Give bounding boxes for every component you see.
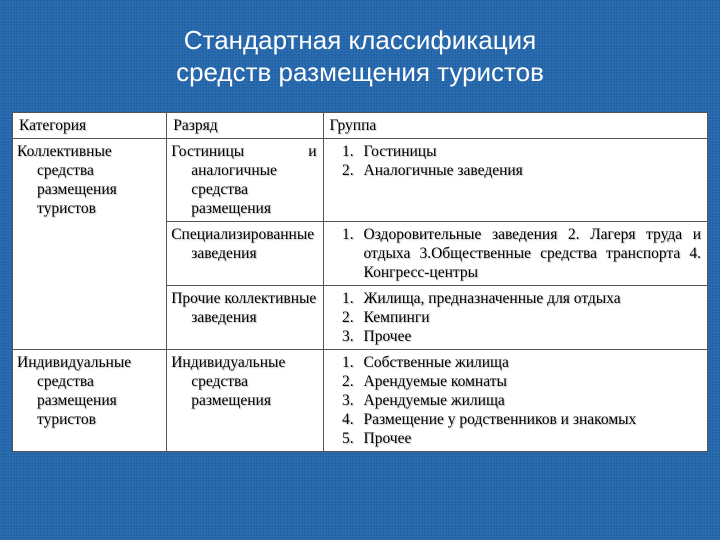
rank-cell: Гостиницы и аналогичные средства размещения (167, 139, 323, 222)
list-item: 1. Жилища, предназначенные для отдыха (358, 289, 701, 308)
list-item: 1. Собственные жилища (358, 353, 701, 372)
group-list (330, 142, 701, 180)
group-cell (323, 222, 707, 286)
list-item: 2. Аналогичные заведения (358, 161, 701, 180)
category-cell: Индивидуальные средства размещения туристов (13, 350, 167, 452)
list-item: 5. Прочее (358, 429, 701, 448)
rank-cell: Индивидуальные средства размещения (167, 350, 323, 452)
group-list (330, 353, 701, 448)
header-group: Группа (323, 113, 707, 139)
group-list (330, 225, 701, 282)
list-item: 1. Оздоровительные заведения 2. Лагеря труда и отдыха 3.Общественные средства транспорта 4. Конгресс-центры (358, 225, 701, 282)
table-header-row (13, 113, 708, 139)
header-category: Категория (13, 113, 167, 139)
title-line-2: средств размещения туристов (176, 57, 544, 87)
slide-title (0, 24, 720, 88)
list-item: 3. Прочее (358, 327, 701, 346)
list-item: 2. Арендуемые комнаты (358, 372, 701, 391)
group-cell (323, 139, 707, 222)
category-cell: Коллективные средства размещения туристов (13, 139, 167, 350)
table-row (13, 139, 708, 222)
table-row (13, 350, 708, 452)
rank-cell: Специализированные заведения (167, 222, 323, 286)
group-cell (323, 350, 707, 452)
title-line-1: Стандартная классификация (183, 25, 537, 55)
rank-cell: Прочие коллективные заведения (167, 286, 323, 350)
header-rank: Разряд (167, 113, 323, 139)
list-item: 2. Кемпинги (358, 308, 701, 327)
list-item: 4. Размещение у родственников и знакомых (358, 410, 701, 429)
group-cell (323, 286, 707, 350)
list-item: 3. Арендуемые жилища (358, 391, 701, 410)
group-list (330, 289, 701, 346)
list-item: 1. Гостиницы (358, 142, 701, 161)
classification-table (12, 112, 708, 452)
